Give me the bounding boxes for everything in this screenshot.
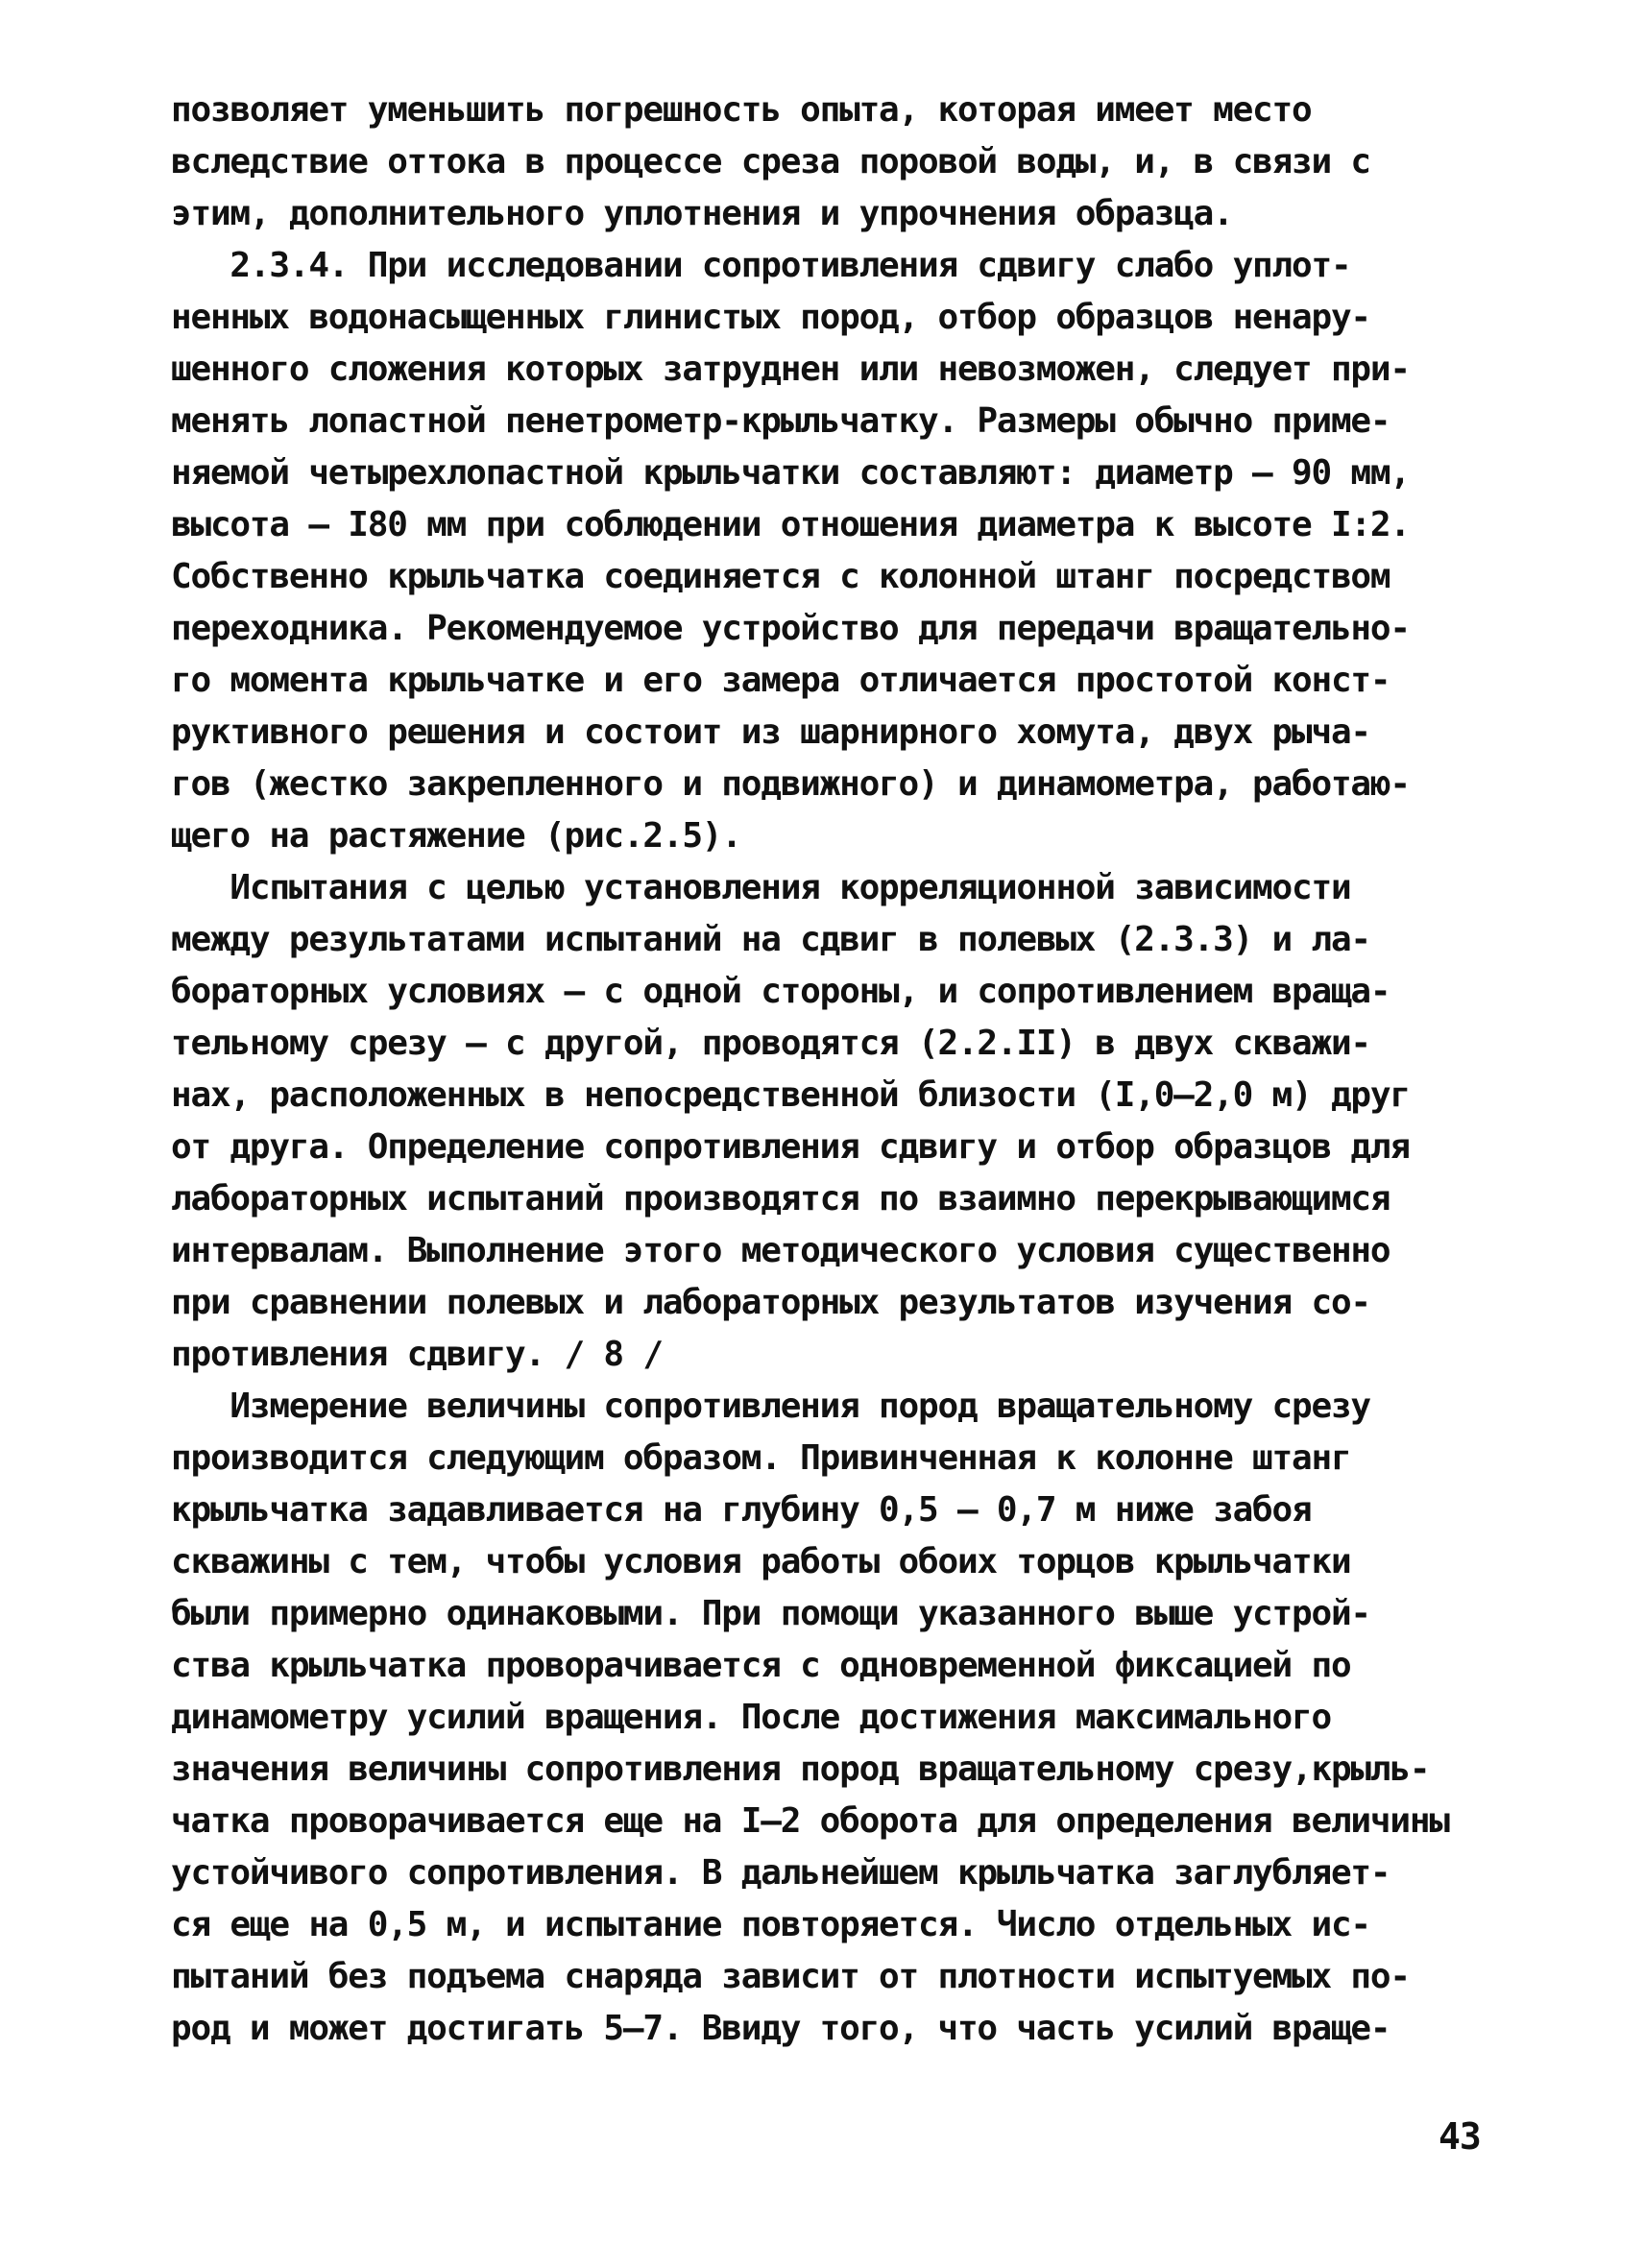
text-line: шенного сложения которых затруднен или невозможен, следует при-	[171, 350, 1410, 389]
text-line: Собственно крыльчатка соединяется с колонной штанг посредством	[171, 557, 1390, 596]
paragraph-start-line: Испытания с целью установления корреляционной зависимости	[171, 868, 1351, 907]
text-line: переходника. Рекомендуемое устройство для передачи вращательно-	[171, 609, 1410, 648]
text-line: лабораторных испытаний производятся по взаимно перекрывающимся	[171, 1179, 1390, 1218]
text-line: позволяет уменьшить погрешность опыта, которая имеет место	[171, 90, 1312, 130]
paragraph-start-line: Измерение величины сопротивления пород вращательному срезу	[171, 1387, 1370, 1426]
text-line: ства крыльчатка проворачивается с одновременной фиксацией по	[171, 1646, 1351, 1685]
text-line: тельному срезу – с другой, проводятся (2.2.II) в двух скважи-	[171, 1024, 1370, 1063]
text-line: гов (жестко закрепленного и подвижного) и динамометра, работаю-	[171, 764, 1410, 804]
text-line: были примерно одинаковыми. При помощи указанного выше устрой-	[171, 1594, 1370, 1633]
body-text	[171, 84, 1496, 2055]
text-line: устойчивого сопротивления. В дальнейшем крыльчатка заглубляет-	[171, 1853, 1390, 1893]
text-line: значения величины сопротивления пород вращательному срезу,крыль-	[171, 1749, 1430, 1789]
text-line: противления сдвигу. / 8 /	[171, 1335, 663, 1374]
text-line: го момента крыльчатке и его замера отличается простотой конст-	[171, 661, 1390, 700]
text-line: при сравнении полевых и лабораторных результатов изучения со-	[171, 1283, 1370, 1322]
page-number: 43	[1438, 2115, 1481, 2158]
section-2-3-4-start-line: 2.3.4. При исследовании сопротивления сдвигу слабо уплот-	[171, 246, 1351, 285]
text-line: няемой четырехлопастной крыльчатки составляют: диаметр – 90 мм,	[171, 453, 1410, 493]
text-line: скважины с тем, чтобы условия работы обоих торцов крыльчатки	[171, 1542, 1351, 1581]
text-line: ненных водонасыщенных глинистых пород, отбор образцов ненару-	[171, 298, 1370, 337]
text-line: пытаний без подъема снаряда зависит от плотности испытуемых по-	[171, 1957, 1410, 1996]
text-line: вследствие оттока в процессе среза поровой воды, и, в связи с	[171, 142, 1370, 181]
text-line: этим, дополнительного уплотнения и упрочнения образца.	[171, 194, 1233, 233]
text-line: от друга. Определение сопротивления сдвигу и отбор образцов для	[171, 1127, 1410, 1167]
text-line: интервалам. Выполнение этого методического условия существенно	[171, 1231, 1390, 1270]
text-line: щего на растяжение (рис.2.5).	[171, 816, 741, 856]
text-line: высота – I80 мм при соблюдении отношения диаметра к высоте I:2.	[171, 505, 1410, 544]
text-line: менять лопастной пенетрометр-крыльчатку. Размеры обычно приме-	[171, 401, 1390, 441]
text-line: руктивного решения и состоит из шарнирного хомута, двух рыча-	[171, 712, 1370, 752]
text-line: между результатами испытаний на сдвиг в полевых (2.3.3) и ла-	[171, 920, 1370, 959]
text-line: бораторных условиях – с одной стороны, и сопротивлением враща-	[171, 972, 1390, 1011]
text-line: род и может достигать 5–7. Ввиду того, что часть усилий враще-	[171, 2009, 1390, 2048]
text-line: крыльчатка задавливается на глубину 0,5 – 0,7 м ниже забоя	[171, 1490, 1312, 1530]
text-line: нах, расположенных в непосредственной близости (I,0–2,0 м) друг	[171, 1075, 1410, 1115]
text-line: динамометру усилий вращения. После достижения максимального	[171, 1698, 1331, 1737]
text-line: производится следующим образом. Привинченная к колонне штанг	[171, 1438, 1351, 1478]
text-line: чатка проворачивается еще на I–2 оборота для определения величины	[171, 1801, 1449, 1841]
text-line: ся еще на 0,5 м, и испытание повторяется. Число отдельных ис-	[171, 1905, 1370, 1944]
